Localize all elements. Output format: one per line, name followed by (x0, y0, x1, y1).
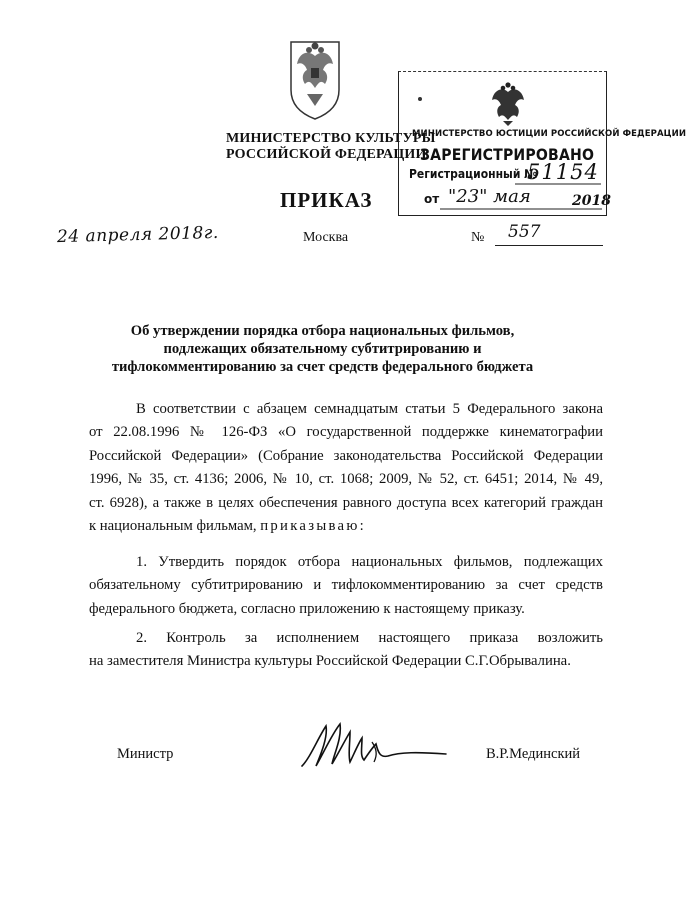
text-line: В соответствии с абзацем семнадцатым статьи 5 Федерального закона (136, 401, 603, 417)
order-title: ПРИКАЗ (280, 188, 373, 212)
paragraph-item-2 (89, 627, 603, 674)
ministry-name (226, 131, 436, 163)
document-title: Об утверждении порядка отбора национальных фильмов, подлежащих обязательному субтитрированию и тифлокомментированию за счет средств федерального бюджета (111, 323, 534, 375)
text-line (89, 515, 603, 538)
signatory-position: Министр (117, 746, 174, 762)
paragraph-item-1 (89, 551, 603, 621)
stamp-emblem-icon (487, 82, 529, 126)
text-line: обязательному субтитрированию и тифлокомментированию за счет средств (89, 577, 603, 594)
order-keyword: приказываю: (260, 518, 367, 535)
order-number-underline (495, 245, 603, 246)
stamp-date-handwritten: "23" мая (448, 186, 531, 207)
stamp-registration-mark (416, 95, 424, 103)
order-city: Москва (303, 230, 349, 245)
text-line: 2. Контроль за исполнением настоящего приказа возложить (136, 630, 603, 646)
text-line: на заместителя Министра культуры Российской Федерации С.Г.Обрывалина. (89, 653, 571, 670)
order-number-handwritten: 557 (508, 222, 541, 242)
text-line: 1. Утвердить порядок отбора национальных фильмов, подлежащих (136, 554, 603, 570)
stamp-reg-label: Регистрационный № (409, 167, 538, 181)
text-fragment: к национальным фильмам, (89, 518, 261, 535)
ministry-name-line1: МИНИСТЕРСТВО КУЛЬТУРЫ (226, 131, 436, 146)
order-number-label: № (471, 230, 485, 245)
paragraph-preamble (89, 398, 603, 538)
stamp-date-line (440, 207, 602, 211)
order-date-handwritten: 24 апреля 2018г. (56, 222, 220, 248)
ministry-name-line2: РОССИЙСКОЙ ФЕДЕРАЦИИ (226, 147, 427, 162)
signatory-name: В.Р.Мединский (486, 746, 581, 762)
handwritten-signature (296, 718, 456, 774)
stamp-registered-text: ЗАРЕГИСТРИРОВАНО (420, 145, 595, 164)
stamp-date-label: от (424, 192, 440, 206)
text-line: Российской Федерации» (Собрание законодательства Российской Федерации (89, 447, 603, 464)
stamp-ministry-text: МИНИСТЕРСТВО ЮСТИЦИИ РОССИЙСКОЙ ФЕДЕРАЦИИ (412, 129, 686, 139)
text-line: федерального бюджета, согласно приложению к настоящему приказу. (89, 600, 525, 617)
stamp-year: 2018 (572, 193, 611, 209)
stamp-reg-number: 51154 (527, 160, 599, 184)
text-line: 1996, № 35, ст. 4136; 2006, № 10, ст. 1068; 2009, № 52, ст. 6451; 2014, № 49, (89, 471, 603, 488)
text-line: ст. 6928), а также в целях обеспечения равного доступа всех категорий граждан (89, 494, 603, 511)
coat-of-arms-emblem (285, 36, 345, 122)
text-line: от 22.08.1996 № 126-ФЗ «О государственной поддержке кинематографии (89, 424, 603, 441)
